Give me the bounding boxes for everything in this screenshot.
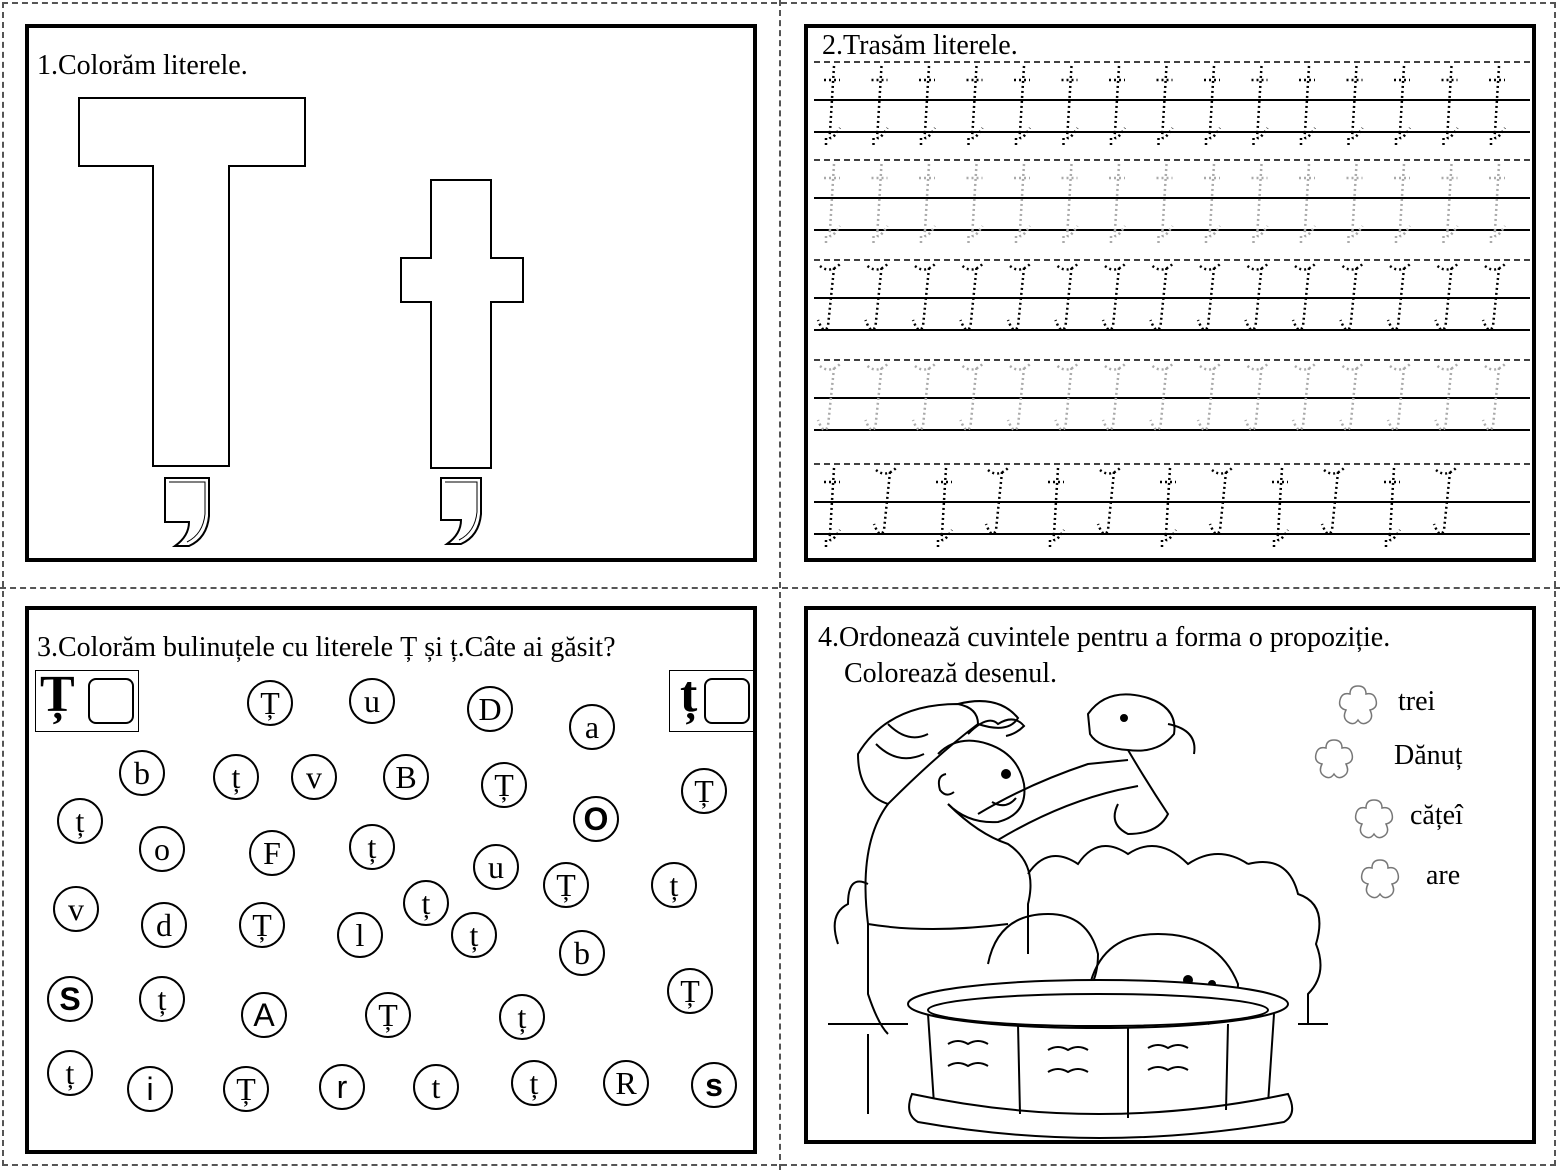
dotted-letter-t: [1299, 66, 1315, 148]
dotted-letter-t: [1394, 66, 1410, 148]
exercise1-panel: [25, 24, 757, 562]
dotted-letter-t: [1198, 264, 1220, 330]
dotted-letter-t: [1489, 164, 1505, 246]
letter-bubble[interactable]: D: [467, 686, 513, 732]
dotted-letter-t: [824, 66, 840, 148]
exercise4-panel: [804, 606, 1536, 1144]
exercise4-title-line2: Colorează desenul.: [844, 658, 1058, 689]
letter-bubble[interactable]: Ț: [239, 902, 285, 948]
letter-bubble[interactable]: l: [337, 912, 383, 958]
dotted-letter-t: [818, 264, 840, 330]
letter-bubble[interactable]: ț: [349, 824, 395, 870]
dotted-letter-t: [1442, 66, 1458, 148]
letter-bubble[interactable]: d: [141, 902, 187, 948]
letter-bubble[interactable]: o: [139, 826, 185, 872]
flower-icon[interactable]: [1358, 856, 1402, 900]
letter-bubble[interactable]: ț: [139, 976, 185, 1022]
dotted-letter-t: [1151, 364, 1173, 430]
dotted-letter-t: [1388, 364, 1410, 430]
boy-with-puppies-drawing[interactable]: [828, 694, 1328, 1134]
dotted-letter-t: [872, 164, 888, 246]
dotted-letter-t: [1384, 468, 1400, 550]
exercise1-title: 1.Colorăm literele.: [37, 50, 248, 81]
dotted-letter-t: [1056, 364, 1078, 430]
dotted-letter-t: [1008, 364, 1030, 430]
dotted-letter-t: [1252, 164, 1268, 246]
dotted-letter-t: [1014, 164, 1030, 246]
dotted-letter-t: [1103, 364, 1125, 430]
letter-bubble[interactable]: B: [383, 754, 429, 800]
dotted-letter-t: [919, 66, 935, 148]
flower-icon[interactable]: [1352, 796, 1396, 840]
dotted-letter-t: [913, 364, 935, 430]
exercise2-panel: [804, 24, 1536, 562]
letter-bubble[interactable]: t: [413, 1064, 459, 1110]
answer-box-lower[interactable]: [704, 678, 750, 724]
dotted-letter-t: [1109, 164, 1125, 246]
word-item: cățeî: [1410, 800, 1463, 831]
exercise3-panel: [25, 606, 757, 1154]
dotted-letter-t: [1246, 264, 1268, 330]
letter-bubble[interactable]: ț: [57, 798, 103, 844]
count-box-upper: [35, 666, 139, 732]
dotted-letter-t: [866, 364, 888, 430]
dotted-letter-t: [1483, 364, 1505, 430]
flower-icon[interactable]: [1312, 736, 1356, 780]
dotted-letter-t: [1160, 468, 1176, 550]
letter-bubble[interactable]: Ț: [681, 768, 727, 814]
exercise3-title: 3.Colorăm bulinuțele cu literele Ț și ț.Câte ai găsit?: [37, 632, 616, 663]
dotted-letter-t: [967, 164, 983, 246]
dotted-letter-t: [1252, 66, 1268, 148]
letter-bubble[interactable]: u: [473, 844, 519, 890]
letter-bubble[interactable]: r: [319, 1064, 365, 1110]
letter-bubble[interactable]: ț: [499, 994, 545, 1040]
letter-bubble[interactable]: F: [249, 830, 295, 876]
dotted-letter-t: [1062, 66, 1078, 148]
dotted-letter-t: [874, 468, 896, 534]
letter-bubble[interactable]: O: [573, 796, 619, 842]
flower-icon[interactable]: [1336, 682, 1380, 726]
dotted-letter-t: [872, 66, 888, 148]
dotted-letter-t: [1347, 66, 1363, 148]
dotted-letter-t: [1151, 264, 1173, 330]
letter-bubble[interactable]: Ț: [543, 862, 589, 908]
letter-bubble[interactable]: u: [349, 678, 395, 724]
dotted-letter-t: [1442, 164, 1458, 246]
dotted-letter-t: [1293, 364, 1315, 430]
dotted-letter-t: [1103, 264, 1125, 330]
count-box-lower: [669, 666, 755, 732]
letter-bubble[interactable]: Ț: [223, 1066, 269, 1112]
dotted-letter-t: [1014, 66, 1030, 148]
dotted-letter-t: [1062, 164, 1078, 246]
dotted-letter-t: [1204, 66, 1220, 148]
dotted-letter-t: [824, 468, 840, 550]
letter-bubble[interactable]: R: [603, 1060, 649, 1106]
letter-outline-lower-t-comma[interactable]: [401, 178, 541, 568]
letter-bubble[interactable]: ț: [403, 880, 449, 926]
letter-bubble[interactable]: Ț: [667, 968, 713, 1014]
dotted-letter-t: [824, 164, 840, 246]
dotted-letter-t: [1394, 164, 1410, 246]
exercise2-title: 2.Trasăm literele.: [822, 30, 1018, 61]
dotted-letter-t: [967, 66, 983, 148]
count-letter-lower: ț: [680, 666, 698, 723]
letter-bubble[interactable]: Ț: [247, 680, 293, 726]
letter-bubble[interactable]: ț: [213, 754, 259, 800]
dotted-letter-t: [1098, 468, 1120, 534]
dotted-letter-t: [1388, 264, 1410, 330]
dotted-letter-t: [1157, 66, 1173, 148]
dotted-letter-t: [1204, 164, 1220, 246]
letter-bubble[interactable]: S: [47, 976, 93, 1022]
letter-bubble[interactable]: Ț: [481, 762, 527, 808]
dotted-letter-t: [866, 264, 888, 330]
word-item: Dănuț: [1394, 740, 1463, 771]
letter-bubble[interactable]: b: [119, 750, 165, 796]
dotted-letter-t: [1210, 468, 1232, 534]
dotted-letter-t: [1008, 264, 1030, 330]
letter-bubble[interactable]: ț: [511, 1060, 557, 1106]
letter-bubble[interactable]: ț: [651, 862, 697, 908]
word-item: trei: [1398, 686, 1436, 717]
dotted-letter-t: [1483, 264, 1505, 330]
dotted-letter-t: [1341, 364, 1363, 430]
letter-bubble[interactable]: v: [53, 886, 99, 932]
letter-bubble[interactable]: s: [691, 1062, 737, 1108]
letter-bubble[interactable]: ț: [451, 912, 497, 958]
dotted-letter-t: [986, 468, 1008, 534]
dotted-letter-t: [1246, 364, 1268, 430]
dotted-letter-t: [1198, 364, 1220, 430]
letter-bubble[interactable]: A: [241, 992, 287, 1038]
letter-outline-upper-t-comma[interactable]: [77, 96, 337, 566]
vertical-cut-line: [779, 0, 781, 1170]
letter-bubble[interactable]: i: [127, 1066, 173, 1112]
dotted-letter-t: [1347, 164, 1363, 246]
exercise4-title-line1: 4.Ordonează cuvintele pentru a forma o propoziție.: [818, 622, 1391, 653]
count-letter-upper: Ț: [40, 666, 75, 723]
dotted-letter-t: [1157, 164, 1173, 246]
dotted-letter-t: [1048, 468, 1064, 550]
dotted-letter-t: [1322, 468, 1344, 534]
dotted-letter-t: [1436, 364, 1458, 430]
dotted-letter-t: [1434, 468, 1456, 534]
dotted-letter-t: [1293, 264, 1315, 330]
dotted-letter-t: [1109, 66, 1125, 148]
dotted-letter-t: [961, 364, 983, 430]
dotted-letter-t: [1299, 164, 1315, 246]
dotted-letter-t: [1056, 264, 1078, 330]
letter-bubble[interactable]: v: [291, 754, 337, 800]
letter-bubble[interactable]: ț: [47, 1050, 93, 1096]
letter-bubble[interactable]: b: [559, 930, 605, 976]
dotted-letter-t: [818, 364, 840, 430]
dotted-letter-t: [1341, 264, 1363, 330]
dotted-letter-t: [1489, 66, 1505, 148]
tracing-lines[interactable]: [808, 28, 1532, 558]
word-item: are: [1426, 860, 1461, 891]
horizontal-cut-line: [0, 587, 1560, 589]
dotted-letter-t: [913, 264, 935, 330]
dotted-letter-t: [936, 468, 952, 550]
letter-bubble[interactable]: a: [569, 704, 615, 750]
dotted-letter-t: [961, 264, 983, 330]
answer-box-upper[interactable]: [88, 678, 134, 724]
dotted-letter-t: [1436, 264, 1458, 330]
letter-bubble[interactable]: Ț: [365, 992, 411, 1038]
dotted-letter-t: [1272, 468, 1288, 550]
dotted-letter-t: [919, 164, 935, 246]
